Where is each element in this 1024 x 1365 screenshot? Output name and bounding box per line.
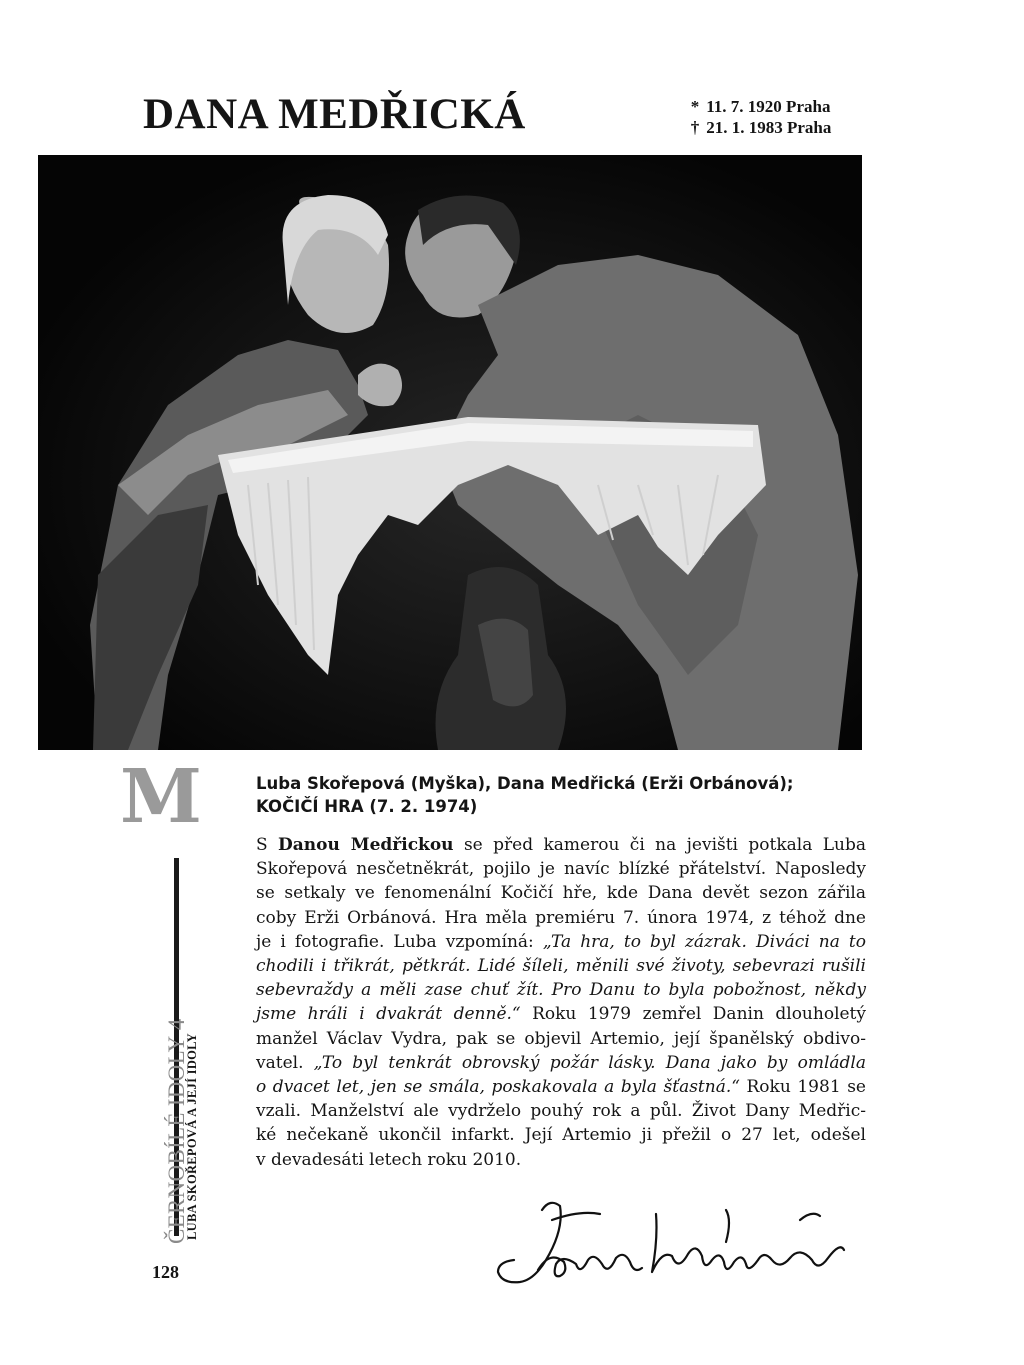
body-line: se setkaly ve fenomenální Kočičí hře, kde Dana devět sezon zářila: [256, 883, 866, 904]
handwritten-signature: [490, 1180, 850, 1300]
photo-caption: [256, 772, 866, 818]
body-line: je i fotografie. Luba vzpomíná: „Ta hra, to byl zázrak. Diváci na to: [256, 931, 867, 952]
body-line: o dvacet let, jen se smála, poskakovala a byla šťastná.“ Roku 1981 se: [256, 1077, 866, 1098]
stage-photo-illustration: [38, 155, 862, 750]
page-number: 128: [152, 1262, 179, 1282]
body-line: vzali. Manželství ale vydrželo pouhý rok a půl. Život Dany Medřic-: [256, 1101, 866, 1122]
body-line: chodili i třikrát, pětkrát. Lidé šíleli, měnili své životy, sebevrazi rušili: [256, 956, 866, 977]
caption-line: Luba Skořepová (Myška), Dana Medřická (Erži Orbánová);: [256, 774, 794, 793]
page-title: DANA MEDŘICKÁ: [143, 91, 526, 138]
body-line: jsme hráli i dvakrát denně.“ Roku 1979 zemřel Danin dlouholetý: [256, 1004, 866, 1025]
body-line: ké nečekaně ukončil infarkt. Její Artemio ji přežil o 27 let, odešel: [256, 1125, 866, 1146]
life-dates: [688, 96, 831, 138]
stage-photo: [38, 155, 862, 750]
chapter-initial: M: [120, 754, 202, 840]
body-line: Skořepová nesčetněkrát, pojilo je navíc blízké přátelství. Naposledy: [256, 859, 866, 880]
body-line: coby Erži Orbánová. Hra měla premiéru 7. února 1974, z téhož dne: [256, 907, 866, 928]
body-line: manžel Václav Vydra, pak se objevil Artemio, její španělský obdivo-: [256, 1028, 866, 1049]
death-date: † 21. 1. 1983 Praha: [690, 118, 832, 137]
body-line: S Danou Medřickou se před kamerou či na jevišti potkala Luba: [256, 835, 866, 855]
body-line: v devadesáti letech roku 2010.: [256, 1149, 522, 1170]
body-line: vatel. „To byl tenkrát obrovský požár lásky. Dana jako by omládla: [256, 1052, 866, 1073]
caption-line: KOČIČÍ HRA (7. 2. 1974): [256, 797, 478, 816]
series-title: ČERNOBÍLÉ IDOLY 4: [164, 1018, 189, 1244]
birth-date: * 11. 7. 1920 Praha: [690, 97, 831, 116]
article-body: [256, 833, 866, 1172]
body-line: sebevraždy a měli zase chuť žít. Pro Danu to byla pobožnost, někdy: [256, 980, 866, 1001]
book-subtitle: LUBA SKOŘEPOVÁ A JEJÍ IDOLY: [185, 1033, 199, 1240]
